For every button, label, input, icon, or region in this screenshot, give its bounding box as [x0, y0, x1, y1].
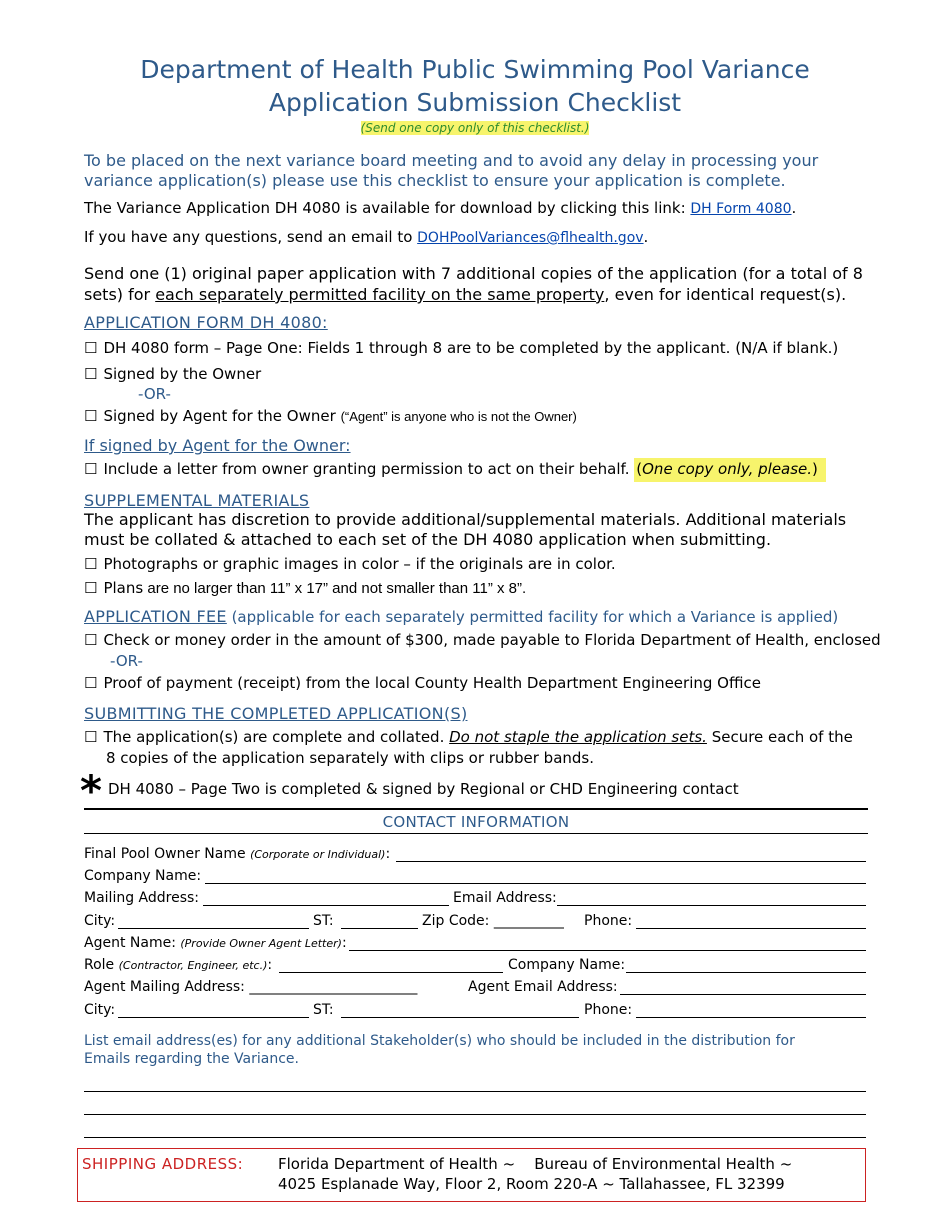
agent-name-label: Agent Name: (Provide Owner Agent Letter):: [84, 935, 347, 951]
questions-line: [84, 228, 648, 246]
form-item-2-text: Signed by the Owner: [103, 365, 262, 383]
shipping-address-label: SHIPPING ADDRESS:: [82, 1155, 244, 1173]
fee-item-1-text: Check or money order in the amount of $300, made payable to Florida Department of Health, enclosed: [103, 631, 881, 649]
download-text: The Variance Application DH 4080 is available for download by clicking this link:: [84, 199, 691, 217]
state-2-label: ST:: [313, 1002, 334, 1018]
company-name-field[interactable]: [205, 883, 866, 884]
or-separator: -OR-: [110, 652, 143, 670]
send-line2: [84, 285, 846, 304]
form-item-1: [84, 339, 838, 357]
divider: [84, 808, 868, 810]
mailing-address-field[interactable]: [203, 905, 449, 906]
shipping-address-line2: 4025 Esplanade Way, Floor 2, Room 220-A ~ Tallahassee, FL 32399: [278, 1175, 785, 1193]
email-address-field[interactable]: [557, 905, 866, 906]
send-line2-post: , even for identical request(s).: [604, 285, 847, 304]
company-name-2-field[interactable]: [626, 972, 866, 973]
company-name-label: Company Name:: [84, 868, 202, 884]
city-label: City:: [84, 913, 116, 929]
checkbox[interactable]: ☐: [84, 579, 98, 597]
city-field[interactable]: [118, 928, 309, 929]
agent-name-note: (Provide Owner Agent Letter): [180, 937, 342, 950]
fee-item-1: [84, 631, 881, 649]
agent-name-field[interactable]: [349, 950, 866, 951]
checkbox[interactable]: ☐: [84, 460, 98, 478]
shipping-address-line1: Florida Department of Health ~ Bureau of Environmental Health ~: [278, 1155, 793, 1173]
owner-name-note: (Corporate or Individual): [250, 848, 386, 861]
state-2-field[interactable]: [341, 1017, 579, 1018]
subtitle: (Send one copy only of this checklist.): [360, 121, 590, 135]
fee-item-2: [84, 674, 761, 692]
form-item-3-text: Signed by Agent for the Owner: [103, 407, 336, 425]
submit-item-pre: The application(s) are complete and collated.: [103, 728, 450, 746]
checkbox[interactable]: ☐: [84, 339, 98, 357]
submit-item-emphasis: Do not staple the application sets.: [449, 728, 707, 746]
agent-item: [84, 460, 826, 478]
agent-item-text: Include a letter from owner granting permission to act on their behalf.: [103, 460, 630, 478]
agent-note: One copy only, please.: [642, 460, 813, 478]
or-separator: -OR-: [138, 385, 171, 403]
divider: [84, 833, 868, 834]
form-item-3-note: (“Agent” is anyone who is not the Owner): [340, 409, 577, 424]
supp-item-2-a: Plans: [103, 579, 144, 597]
form-item-3: [84, 407, 577, 425]
asterisk-icon: *: [80, 766, 102, 815]
section-fee: APPLICATION FEE: [84, 607, 227, 626]
submit-item-line2: 8 copies of the application separately with clips or rubber bands.: [106, 749, 594, 767]
agent-email-address-label: Agent Email Address:: [468, 979, 618, 995]
checkbox[interactable]: ☐: [84, 674, 98, 692]
intro-line2: variance application(s) please use this checklist to ensure your application is complete.: [84, 171, 786, 190]
agent-email-address-field[interactable]: [620, 994, 866, 995]
section-agent: If signed by Agent for the Owner:: [84, 436, 351, 455]
supp-item-2-b: are no larger than 11” x 17” and not smaller than 11” x 8”.: [143, 580, 527, 597]
download-period: .: [791, 199, 797, 217]
city-2-label: City:: [84, 1002, 116, 1018]
stakeholder-line2: Emails regarding the Variance.: [84, 1051, 299, 1067]
owner-name-label: Final Pool Owner Name (Corporate or Individual):: [84, 846, 391, 862]
state-label: ST:: [313, 913, 334, 929]
section-submitting: SUBMITTING THE COMPLETED APPLICATION(S): [84, 704, 468, 723]
dh-form-4080-link[interactable]: DH Form 4080: [690, 201, 792, 217]
state-field[interactable]: [341, 928, 418, 929]
section-application-form: APPLICATION FORM DH 4080:: [84, 313, 328, 332]
email-link[interactable]: DOHPoolVariances@flhealth.gov: [417, 230, 644, 246]
submit-item-post: Secure each of the: [706, 728, 853, 746]
page-title-line1: Department of Health Public Swimming Pool Variance: [140, 55, 810, 84]
download-line: [84, 199, 796, 217]
supp-item-1-text: Photographs or graphic images in color – if the originals are in color.: [103, 555, 616, 573]
form-item-2: [84, 365, 261, 383]
checkbox[interactable]: ☐: [84, 407, 98, 425]
email-address-label: Email Address:: [453, 890, 557, 906]
checkbox[interactable]: ☐: [84, 631, 98, 649]
stakeholder-email-field[interactable]: [84, 1114, 866, 1115]
supp-item-1: [84, 555, 616, 573]
checkbox[interactable]: ☐: [84, 555, 98, 573]
send-line2-pre: sets) for: [84, 285, 156, 304]
company-name-2-label: Company Name:: [508, 957, 626, 973]
checkbox[interactable]: ☐: [84, 365, 98, 383]
questions-period: .: [643, 228, 649, 246]
supp-line2: must be collated & attached to each set of the DH 4080 application when submitting.: [84, 530, 772, 549]
phone-label: Phone:: [584, 913, 633, 929]
page-title-line2: Application Submission Checklist: [268, 88, 682, 117]
form-item-1-text: DH 4080 form – Page One: Fields 1 through 8 are to be completed by the applicant. (N/A if blank.): [103, 339, 839, 357]
send-line2-underlined: each separately permitted facility on the same property: [155, 285, 605, 304]
phone-2-label: Phone:: [584, 1002, 633, 1018]
fee-note: (applicable for each separately permitted facility for which a Variance is applied): [226, 608, 839, 626]
phone-2-field[interactable]: [636, 1017, 866, 1018]
stakeholder-email-field[interactable]: [84, 1091, 866, 1092]
phone-field[interactable]: [636, 928, 866, 929]
fee-heading: [84, 607, 838, 626]
contact-header: CONTACT INFORMATION: [382, 813, 570, 831]
questions-text: If you have any questions, send an email to: [84, 228, 418, 246]
agent-mailing-address-field[interactable]: Agent Mailing Address: ________________________: [84, 979, 418, 995]
city-2-field[interactable]: [118, 1017, 309, 1018]
agent-note-highlight: (One copy only, please.): [634, 458, 826, 482]
owner-name-field[interactable]: [396, 861, 866, 862]
mailing-address-label: Mailing Address:: [84, 890, 200, 906]
intro-line1: To be placed on the next variance board meeting and to avoid any delay in processing your: [84, 151, 819, 170]
role-label: Role (Contractor, Engineer, etc.):: [84, 957, 273, 973]
submit-item: [84, 728, 853, 746]
fee-item-2-text: Proof of payment (receipt) from the local County Health Department Engineering Office: [103, 674, 761, 692]
send-line1: Send one (1) original paper application with 7 additional copies of the application (for a total of 8: [84, 264, 863, 283]
stakeholder-email-field[interactable]: [84, 1137, 866, 1138]
checkbox[interactable]: ☐: [84, 728, 98, 746]
zip-code-field[interactable]: Zip Code: __________: [422, 913, 564, 929]
supp-line1: The applicant has discretion to provide additional/supplemental materials. Additional materials: [84, 510, 847, 529]
role-note: (Contractor, Engineer, etc.): [118, 959, 268, 972]
stakeholder-line1: List email address(es) for any additional Stakeholder(s) who should be included in the distribution for: [84, 1033, 795, 1049]
supp-item-2: [84, 579, 526, 597]
section-supplemental: SUPPLEMENTAL MATERIALS: [84, 491, 310, 510]
subtitle-wrap: [0, 121, 950, 135]
role-field[interactable]: [279, 972, 503, 973]
page-two-item: DH 4080 – Page Two is completed & signed by Regional or CHD Engineering contact: [108, 780, 739, 798]
